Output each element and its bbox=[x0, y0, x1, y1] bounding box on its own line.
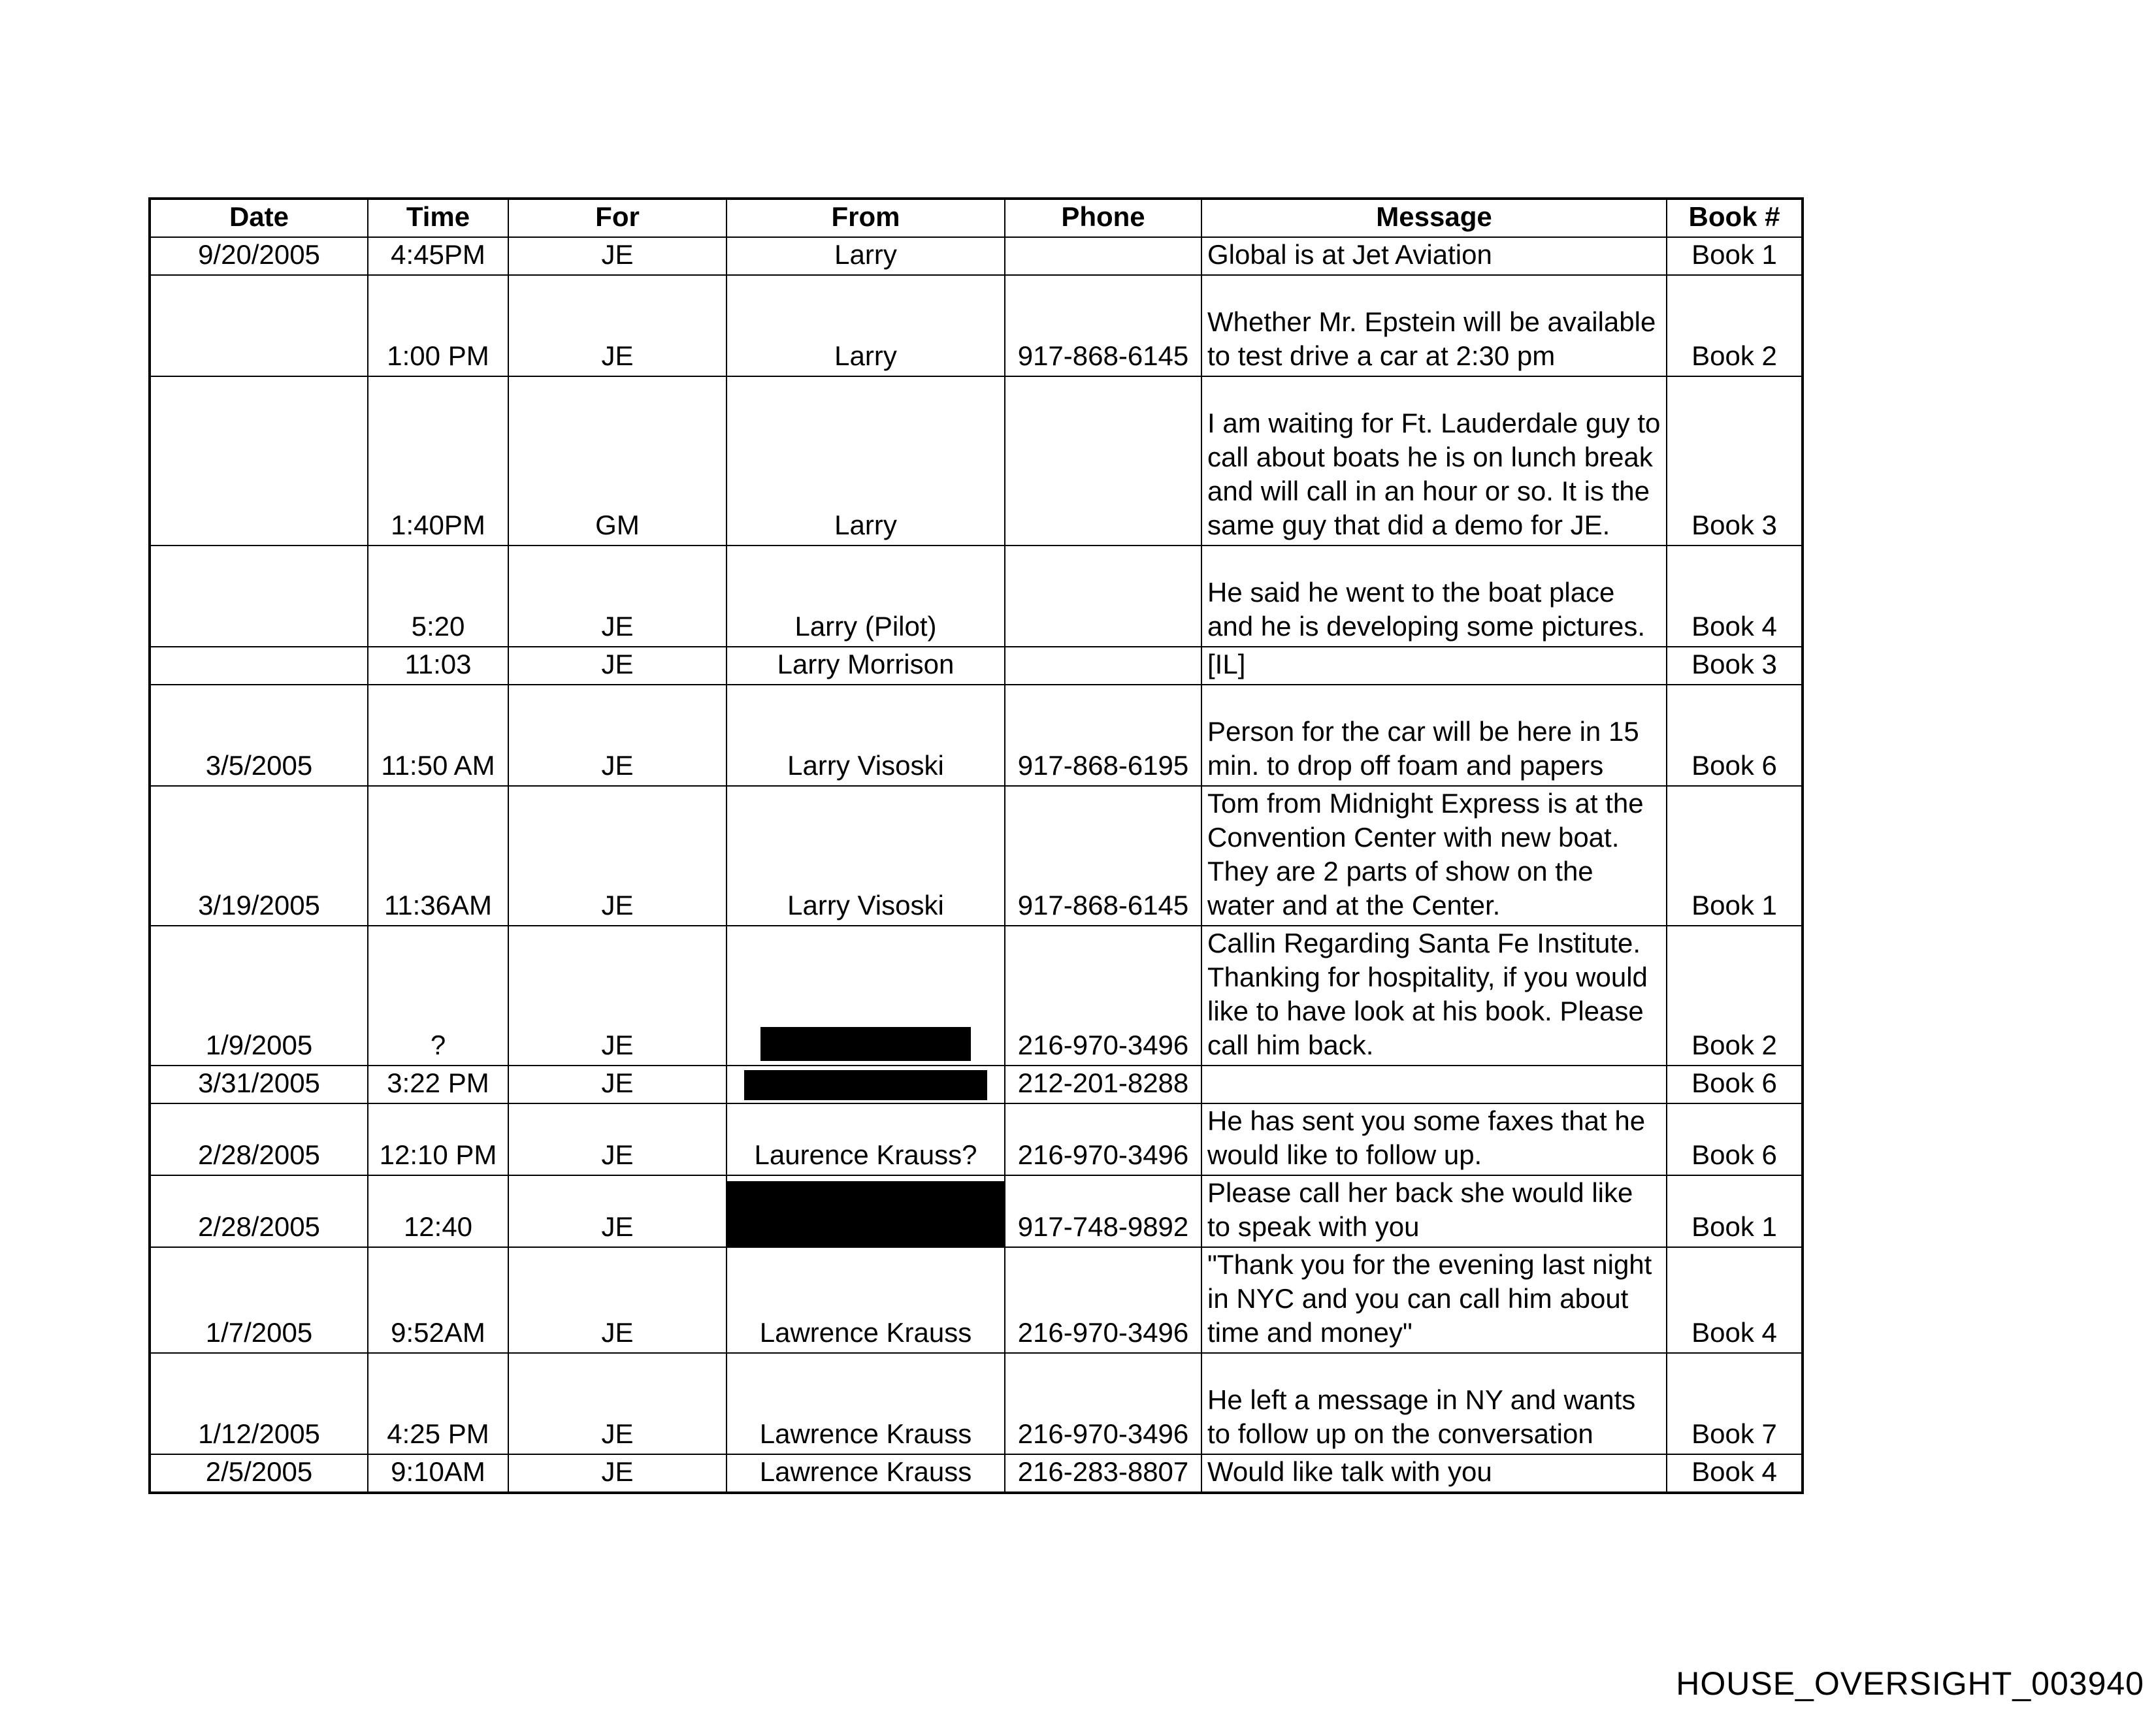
cell-time: 11:50 AM bbox=[368, 685, 508, 786]
cell-book: Book 7 bbox=[1667, 1353, 1803, 1454]
cell-book: Book 6 bbox=[1667, 1066, 1803, 1103]
cell-phone: 917-868-6195 bbox=[1005, 685, 1201, 786]
column-header-from: From bbox=[727, 199, 1005, 237]
cell-date bbox=[150, 647, 368, 685]
header-row bbox=[150, 199, 1803, 237]
cell-for: JE bbox=[508, 1454, 727, 1493]
table-row bbox=[150, 237, 1803, 275]
cell-for: JE bbox=[508, 1353, 727, 1454]
cell-from: Lawrence Krauss bbox=[727, 1247, 1005, 1353]
table-row bbox=[150, 647, 1803, 685]
cell-date: 9/20/2005 bbox=[150, 237, 368, 275]
cell-message: [IL] bbox=[1201, 647, 1667, 685]
redaction-box bbox=[760, 1027, 971, 1061]
cell-date bbox=[150, 376, 368, 546]
cell-message: He has sent you some faxes that he would like to follow up. bbox=[1201, 1103, 1667, 1175]
table-row bbox=[150, 1103, 1803, 1175]
table-row bbox=[150, 1175, 1803, 1247]
cell-date bbox=[150, 275, 368, 376]
cell-for: JE bbox=[508, 926, 727, 1066]
cell-for: JE bbox=[508, 647, 727, 685]
cell-for: JE bbox=[508, 237, 727, 275]
cell-from: Lawrence Krauss bbox=[727, 1353, 1005, 1454]
cell-from: Larry bbox=[727, 237, 1005, 275]
cell-from: Larry Visoski bbox=[727, 685, 1005, 786]
table-row bbox=[150, 1454, 1803, 1493]
cell-message: I am waiting for Ft. Lauderdale guy to call about boats he is on lunch break and will call in an hour or so. It is the same guy that did a demo for JE. bbox=[1201, 376, 1667, 546]
cell-from: Laurence Krauss? bbox=[727, 1103, 1005, 1175]
cell-message: He said he went to the boat place and he is developing some pictures. bbox=[1201, 546, 1667, 647]
cell-phone: 917-748-9892 bbox=[1005, 1175, 1201, 1247]
cell-for: JE bbox=[508, 685, 727, 786]
cell-phone: 917-868-6145 bbox=[1005, 786, 1201, 926]
cell-book: Book 1 bbox=[1667, 237, 1803, 275]
table-row bbox=[150, 926, 1803, 1066]
cell-time: 12:40 bbox=[368, 1175, 508, 1247]
cell-phone: 917-868-6145 bbox=[1005, 275, 1201, 376]
cell-date: 1/9/2005 bbox=[150, 926, 368, 1066]
cell-time: 12:10 PM bbox=[368, 1103, 508, 1175]
cell-from: Lawrence Krauss bbox=[727, 1454, 1005, 1493]
cell-time: 3:22 PM bbox=[368, 1066, 508, 1103]
cell-for: JE bbox=[508, 1103, 727, 1175]
table-row bbox=[150, 376, 1803, 546]
cell-for: JE bbox=[508, 275, 727, 376]
cell-for: JE bbox=[508, 1066, 727, 1103]
cell-book: Book 6 bbox=[1667, 685, 1803, 786]
column-header-time: Time bbox=[368, 199, 508, 237]
cell-phone: 216-970-3496 bbox=[1005, 1103, 1201, 1175]
column-header-message: Message bbox=[1201, 199, 1667, 237]
cell-from bbox=[727, 1066, 1005, 1103]
cell-time: 11:36AM bbox=[368, 786, 508, 926]
cell-book: Book 6 bbox=[1667, 1103, 1803, 1175]
cell-from: Larry bbox=[727, 275, 1005, 376]
cell-message: Please call her back she would like to speak with you bbox=[1201, 1175, 1667, 1247]
cell-date: 2/5/2005 bbox=[150, 1454, 368, 1493]
cell-phone: 216-970-3496 bbox=[1005, 1247, 1201, 1353]
cell-message: Global is at Jet Aviation bbox=[1201, 237, 1667, 275]
phone-message-log-table bbox=[148, 197, 1804, 1494]
cell-book: Book 3 bbox=[1667, 376, 1803, 546]
cell-date: 3/19/2005 bbox=[150, 786, 368, 926]
redaction-box bbox=[727, 1181, 1005, 1247]
cell-from: Larry Morrison bbox=[727, 647, 1005, 685]
cell-phone bbox=[1005, 237, 1201, 275]
cell-from bbox=[727, 1175, 1005, 1247]
cell-time: 5:20 bbox=[368, 546, 508, 647]
cell-from: Larry bbox=[727, 376, 1005, 546]
cell-phone bbox=[1005, 647, 1201, 685]
cell-message: Would like talk with you bbox=[1201, 1454, 1667, 1493]
cell-phone: 216-283-8807 bbox=[1005, 1454, 1201, 1493]
cell-message: Whether Mr. Epstein will be available to test drive a car at 2:30 pm bbox=[1201, 275, 1667, 376]
column-header-phone: Phone bbox=[1005, 199, 1201, 237]
cell-book: Book 4 bbox=[1667, 1454, 1803, 1493]
cell-time: ? bbox=[368, 926, 508, 1066]
cell-for: JE bbox=[508, 1247, 727, 1353]
cell-book: Book 4 bbox=[1667, 546, 1803, 647]
cell-message: He left a message in NY and wants to follow up on the conversation bbox=[1201, 1353, 1667, 1454]
cell-book: Book 2 bbox=[1667, 275, 1803, 376]
cell-phone bbox=[1005, 546, 1201, 647]
cell-date: 2/28/2005 bbox=[150, 1103, 368, 1175]
cell-date bbox=[150, 546, 368, 647]
table-row bbox=[150, 1247, 1803, 1353]
cell-phone: 212-201-8288 bbox=[1005, 1066, 1201, 1103]
table-row bbox=[150, 685, 1803, 786]
cell-phone: 216-970-3496 bbox=[1005, 1353, 1201, 1454]
cell-date: 2/28/2005 bbox=[150, 1175, 368, 1247]
cell-time: 9:52AM bbox=[368, 1247, 508, 1353]
cell-phone bbox=[1005, 376, 1201, 546]
cell-for: JE bbox=[508, 546, 727, 647]
cell-message: "Thank you for the evening last night in NYC and you can call him about time and money" bbox=[1201, 1247, 1667, 1353]
table-row bbox=[150, 786, 1803, 926]
cell-message bbox=[1201, 1066, 1667, 1103]
cell-book: Book 1 bbox=[1667, 786, 1803, 926]
cell-date: 3/5/2005 bbox=[150, 685, 368, 786]
cell-message: Tom from Midnight Express is at the Convention Center with new boat. They are 2 parts of show on the water and at the Center. bbox=[1201, 786, 1667, 926]
cell-for: GM bbox=[508, 376, 727, 546]
table-row bbox=[150, 546, 1803, 647]
cell-time: 11:03 bbox=[368, 647, 508, 685]
cell-for: JE bbox=[508, 1175, 727, 1247]
cell-message: Person for the car will be here in 15 min. to drop off foam and papers bbox=[1201, 685, 1667, 786]
column-header-date: Date bbox=[150, 199, 368, 237]
cell-time: 1:40PM bbox=[368, 376, 508, 546]
cell-phone: 216-970-3496 bbox=[1005, 926, 1201, 1066]
cell-time: 4:25 PM bbox=[368, 1353, 508, 1454]
cell-from: Larry Visoski bbox=[727, 786, 1005, 926]
table-row bbox=[150, 275, 1803, 376]
cell-book: Book 2 bbox=[1667, 926, 1803, 1066]
cell-date: 1/12/2005 bbox=[150, 1353, 368, 1454]
cell-from bbox=[727, 926, 1005, 1066]
cell-from: Larry (Pilot) bbox=[727, 546, 1005, 647]
cell-date: 3/31/2005 bbox=[150, 1066, 368, 1103]
cell-book: Book 4 bbox=[1667, 1247, 1803, 1353]
cell-date: 1/7/2005 bbox=[150, 1247, 368, 1353]
column-header-book: Book # bbox=[1667, 199, 1803, 237]
cell-book: Book 3 bbox=[1667, 647, 1803, 685]
column-header-for: For bbox=[508, 199, 727, 237]
cell-time: 4:45PM bbox=[368, 237, 508, 275]
table-row bbox=[150, 1353, 1803, 1454]
redaction-box bbox=[744, 1070, 987, 1100]
bates-number: HOUSE_OVERSIGHT_003940 bbox=[1676, 1665, 2144, 1702]
cell-time: 9:10AM bbox=[368, 1454, 508, 1493]
table-row bbox=[150, 1066, 1803, 1103]
cell-time: 1:00 PM bbox=[368, 275, 508, 376]
cell-for: JE bbox=[508, 786, 727, 926]
cell-book: Book 1 bbox=[1667, 1175, 1803, 1247]
cell-message: Callin Regarding Santa Fe Institute. Thanking for hospitality, if you would like to have look at his book. Please call him back. bbox=[1201, 926, 1667, 1066]
